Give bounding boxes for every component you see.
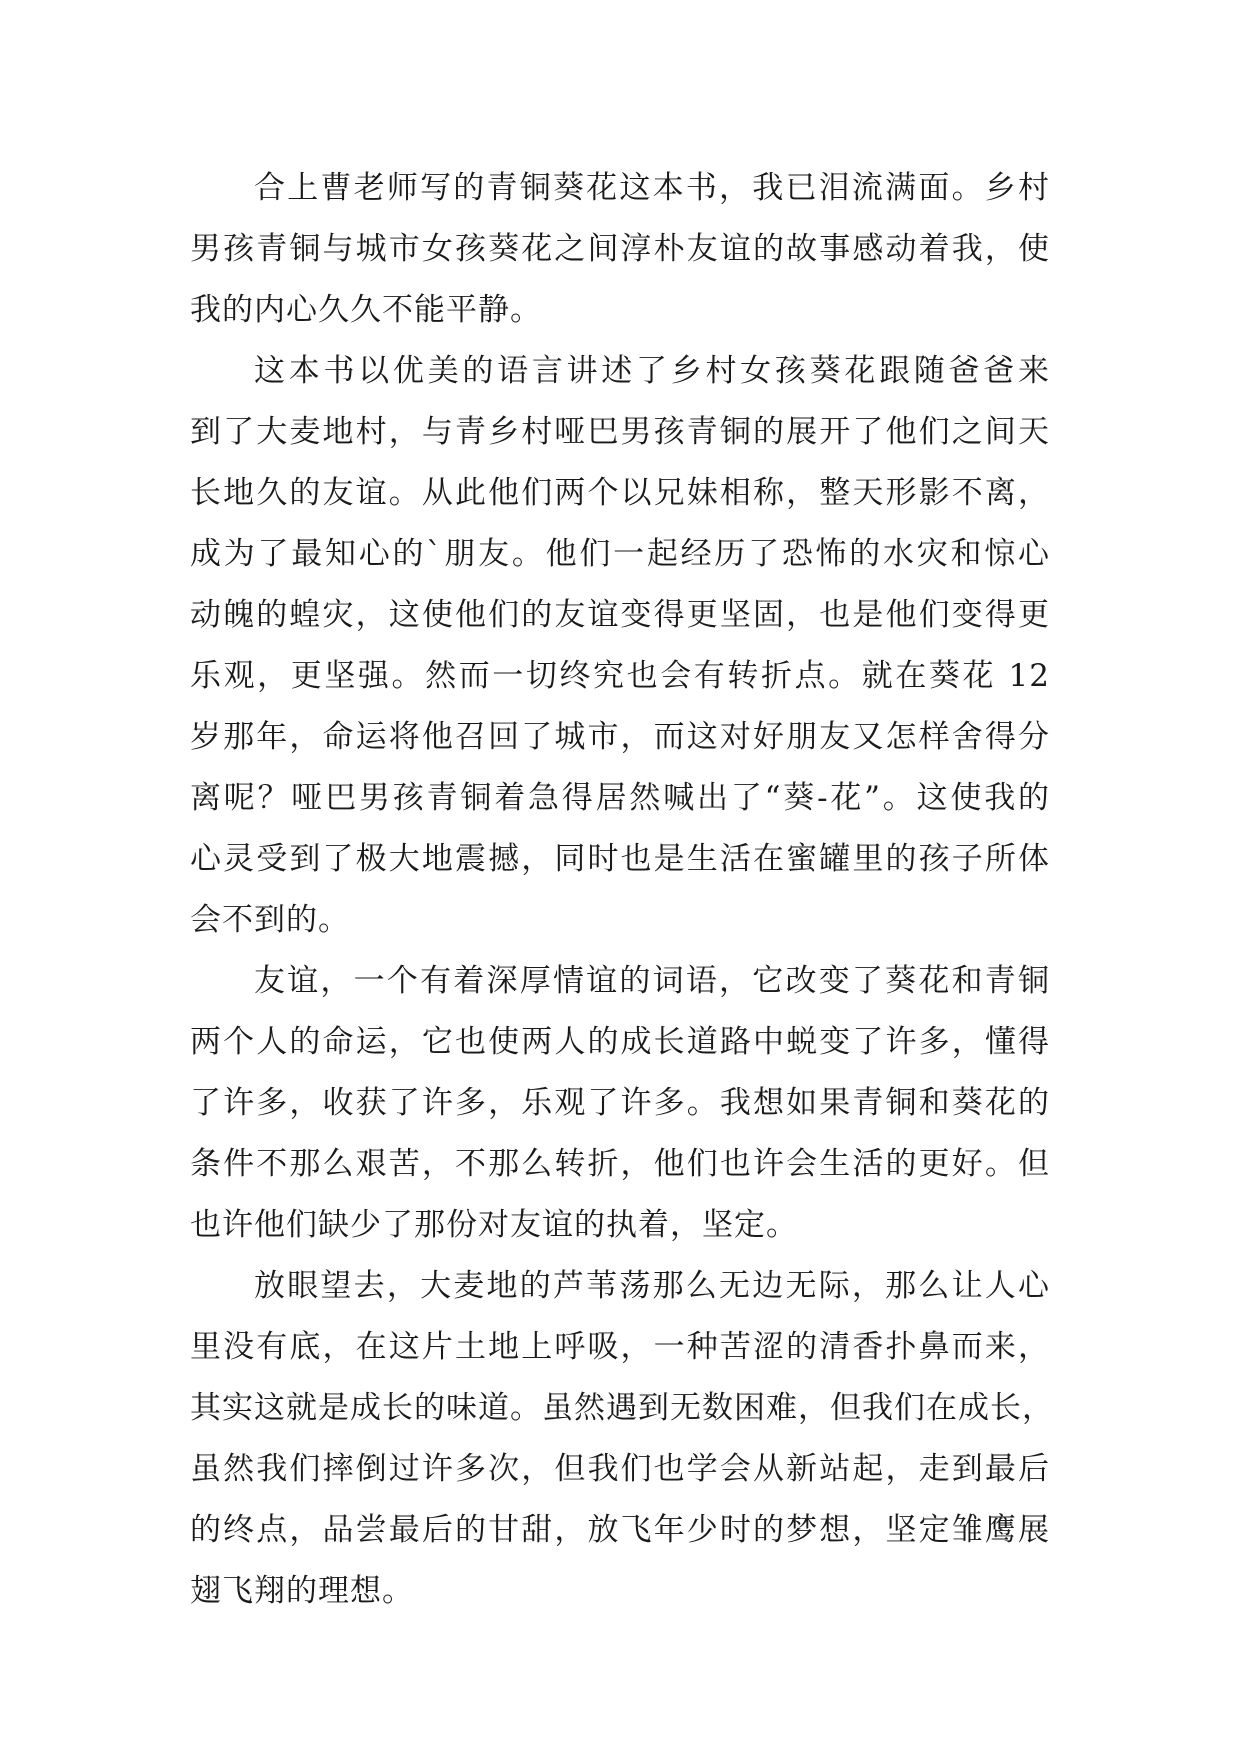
- text-line: 两个人的命运，它也使两人的成长道路中蜕变了许多，懂得: [190, 1024, 1050, 1060]
- text-line: 合上曹老师写的青铜葵花这本书，我已泪流满面。乡村: [254, 170, 1050, 206]
- text-line: 翅飞翔的理想。: [190, 1573, 414, 1609]
- text-line: 长地久的友谊。从此他们两个以兄妹相称，整天形影不离，: [190, 475, 1050, 511]
- text-line: 到了大麦地村，与青乡村哑巴男孩青铜的展开了他们之间天: [190, 414, 1050, 450]
- text-line: 男孩青铜与城市女孩葵花之间淳朴友谊的故事感动着我，使: [190, 231, 1050, 267]
- text-line: 离呢？哑巴男孩青铜着急得居然喊出了“葵-花”。这使我的: [190, 780, 1050, 816]
- text-line: 会不到的。: [190, 902, 350, 938]
- text-line: 里没有底，在这片土地上呼吸，一种苦涩的清香扑鼻而来，: [190, 1329, 1050, 1365]
- text-line: 我的内心久久不能平静。: [190, 292, 542, 328]
- text-line: 动魄的蝗灾，这使他们的友谊变得更坚固，也是他们变得更: [190, 597, 1050, 633]
- paragraph-4: [190, 1256, 1054, 1622]
- document-body: [190, 158, 1054, 1622]
- text-line: 乐观，更坚强。然而一切终究也会有转折点。就在葵花 12: [190, 658, 1050, 694]
- text-line: 岁那年，命运将他召回了城市，而这对好朋友又怎样舍得分: [190, 719, 1050, 755]
- text-line: 心灵受到了极大地震撼，同时也是生活在蜜罐里的孩子所体: [190, 841, 1050, 877]
- text-line: 其实这就是成长的味道。虽然遇到无数困难，但我们在成长，: [190, 1390, 1054, 1426]
- paragraph-2: [190, 341, 1050, 951]
- text-line: 成为了最知心的`朋友。他们一起经历了恐怖的水灾和惊心: [190, 536, 1050, 572]
- text-line: 友谊，一个有着深厚情谊的词语，它改变了葵花和青铜: [254, 963, 1050, 999]
- text-line: 了许多，收获了许多，乐观了许多。我想如果青铜和葵花的: [190, 1085, 1050, 1121]
- text-line: 条件不那么艰苦，不那么转折，他们也许会生活的更好。但: [190, 1146, 1050, 1182]
- text-line: 放眼望去，大麦地的芦苇荡那么无边无际，那么让人心: [254, 1268, 1050, 1304]
- paragraph-3: [190, 951, 1050, 1256]
- text-line: 这本书以优美的语言讲述了乡村女孩葵花跟随爸爸来: [254, 353, 1050, 389]
- text-line: 也许他们缺少了那份对友谊的执着，坚定。: [190, 1207, 798, 1243]
- text-line: 虽然我们摔倒过许多次，但我们也学会从新站起，走到最后: [190, 1451, 1050, 1487]
- text-line: 的终点，品尝最后的甘甜，放飞年少时的梦想，坚定雏鹰展: [190, 1512, 1050, 1548]
- paragraph-1: [190, 158, 1050, 341]
